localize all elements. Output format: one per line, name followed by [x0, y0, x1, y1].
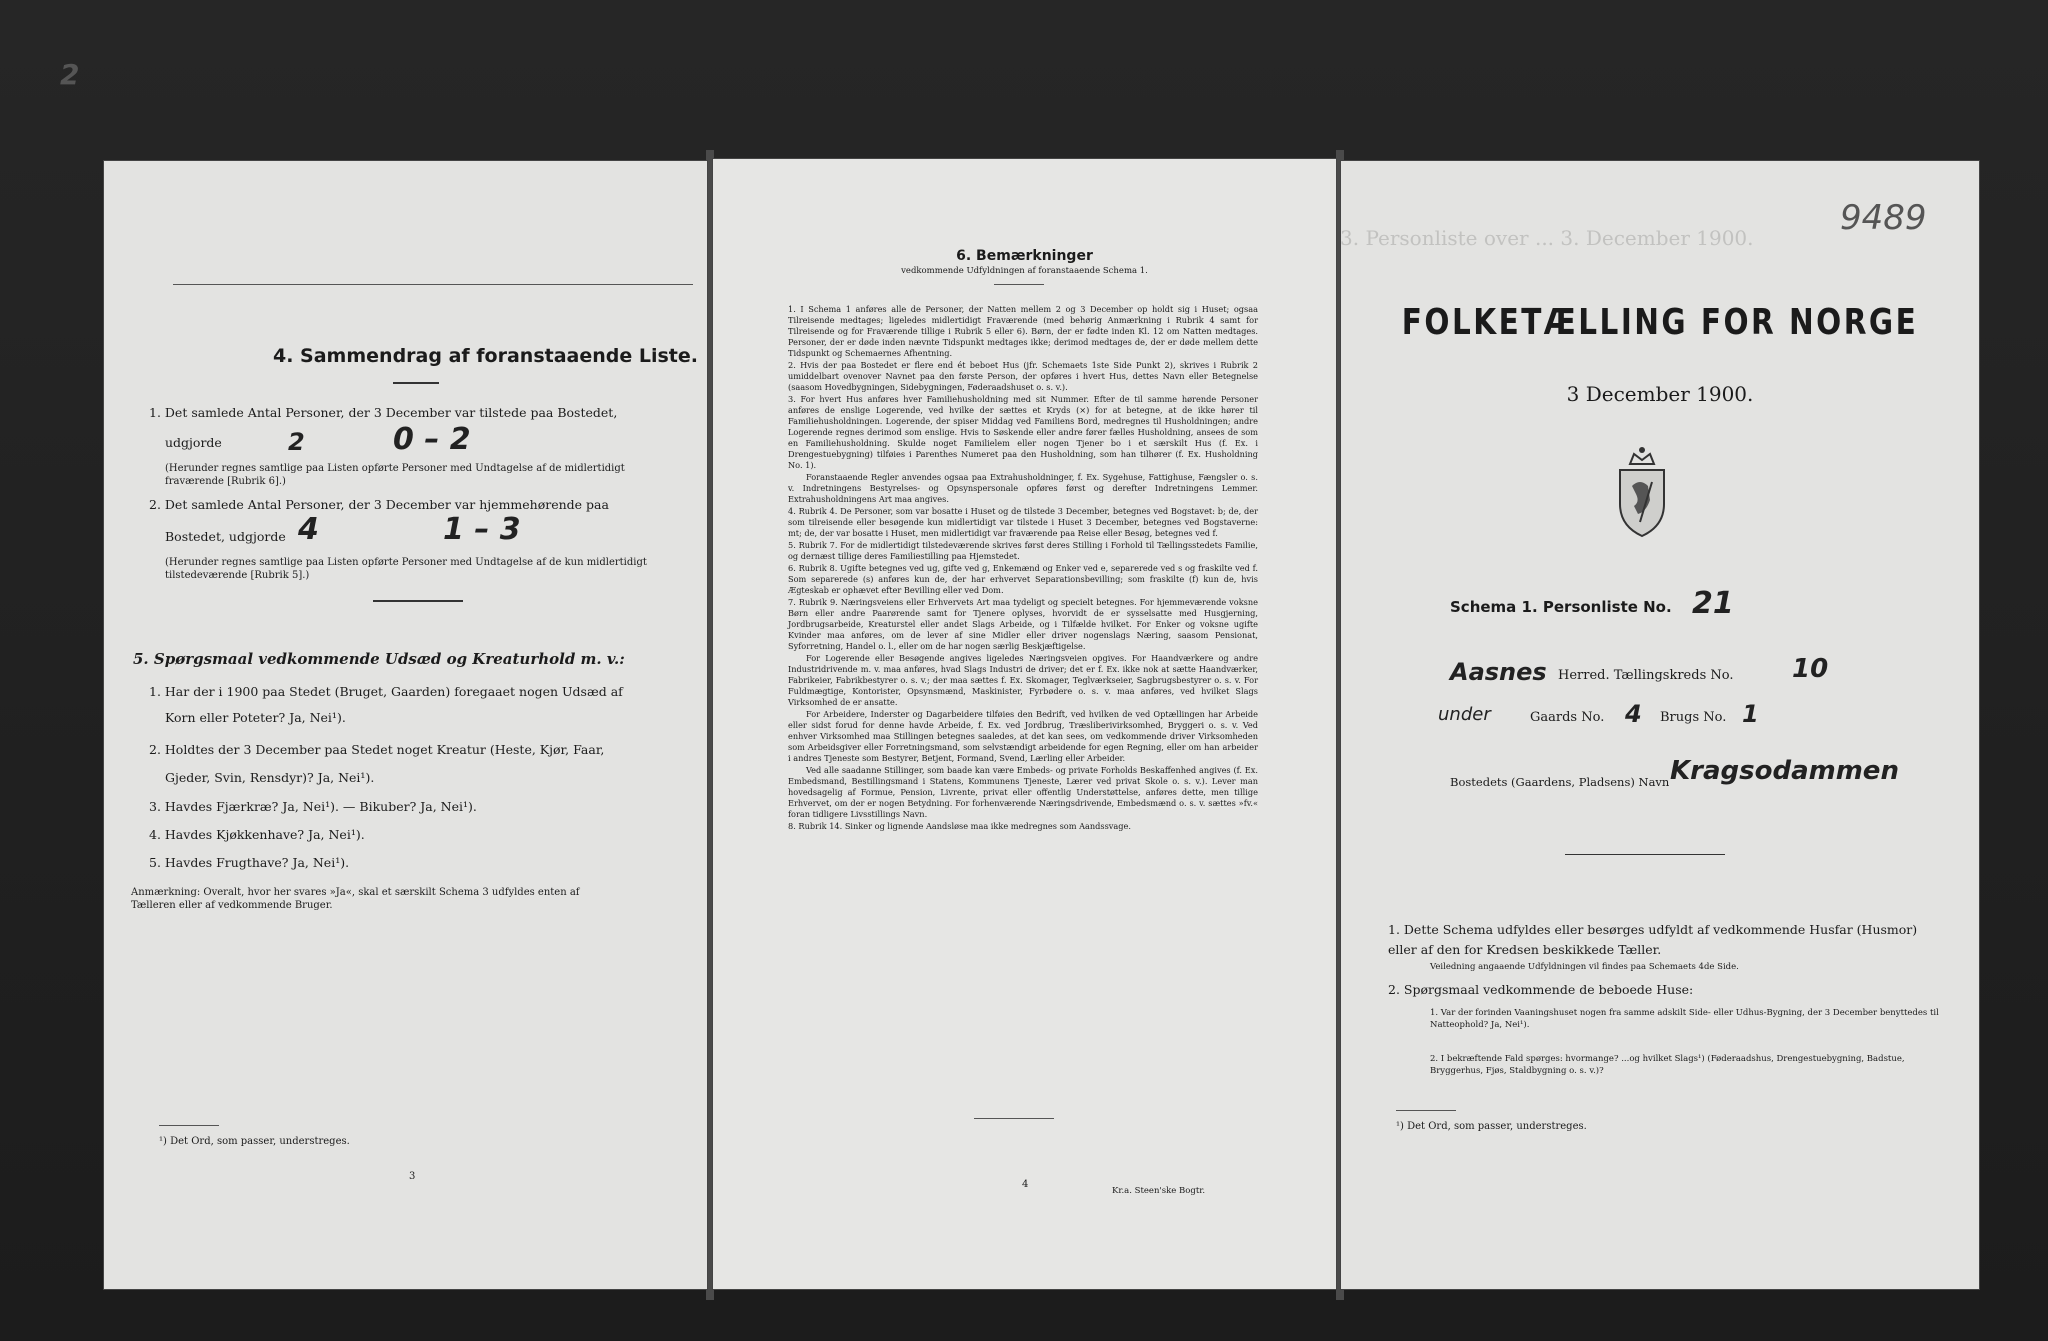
q1-line-b: udgjorde	[165, 435, 222, 450]
krets-number: 10	[1792, 654, 1829, 684]
footnote: ¹) Det Ord, som passer, understreges.	[1396, 1121, 1587, 1132]
page-left	[103, 160, 708, 1290]
top-rule	[173, 284, 693, 285]
gaard-number: 4	[1625, 700, 1642, 728]
remark-item: 3. For hvert Hus anføres hver Familiehusholdning med sit Nummer. Efter de til samme hørende Personer anføres de enslige Logerende, ved hvilke der sættes et Kryds (×) for at betegne, at de ikke hører til Familiehusholdningen. Logerende, der spiser Middag ved Familiens Bord, medregnes til Husholdningen; andre Logerende regnes derimod som enslige. Hvis to Søskende eller andre fører fælles Husholdning, ansees de som en Familiehusholdning. Skulde noget Familielem eller nogen Tjener bo i et særskilt Hus (f. Ex. i Drengestuebygning) tilføies i Parenthes Numeret paa den Husholdning, som han tilhører (f. Ex. Husholdning No. 1).	[788, 394, 1258, 470]
q2-handwriting-1: 4	[298, 512, 319, 547]
page-middle	[712, 158, 1337, 1290]
s5-q2-b: Gjeder, Svin, Rensdyr)? Ja, Nei¹).	[165, 770, 375, 785]
instruction-2-1: 1. Var der forinden Vaaningshuset nogen fra samme adskilt Side- eller Udhus-Bygning, der 3 December benyttedes til Natteophold? Ja, Nei¹).	[1430, 1008, 1939, 1030]
under-handwriting: under	[1438, 704, 1491, 725]
q1-handwriting-2: 0 – 2	[393, 422, 471, 457]
corner-mark: 2	[60, 58, 80, 91]
instruction-2: 2. Spørgsmaal vedkommende de beboede Huse:	[1388, 982, 1694, 997]
schema-label: Schema 1. Personliste No.	[1450, 598, 1672, 616]
instruction-1-note: Veiledning angaaende Udfyldningen vil findes paa Schemaets 4de Side.	[1430, 962, 1739, 972]
remark-item: For Logerende eller Besøgende angives ligeledes Næringsveien opgives. For Haandværkere og andre Industridrivende m. v. maa anføres, hvad Slags Industri de driver; det er f. Ex. ikke nok at sætte Haandværker, Fabrikeier, Fabrikbestyrer o. s. v.; der maa sættes f. Ex. Skomager, Teglværkseier, Sagbrugsbestyrer o. s. v. For Fuldmægtige, Kontorister, Opsynsmænd, Maskinister, Fyrbødere o. s. v. maa anføres, ved hvilket Slags Virksomhed de er ansatte.	[788, 653, 1258, 707]
remark-item: 7. Rubrik 9. Næringsveiens eller Erhvervets Art maa tydeligt og specielt betegnes. For hjemmeværende voksne Børn eller andre Paarørende samt for Tjenere oplyses, hvorvidt de er sysselsatte med Husgjerning, Jordbrugsarbeide, Kreaturstel eller andet Slags Arbeide, og i Tilfælde hvilket. For Enker og voksne ugifte Kvinder maa anføres, om de lever af sine Midler eller driver nogenslags Næring, saasom Pensionat, Syforretning, Handel o. l., eller om de har nogen særlig Beskjæftigelse.	[788, 597, 1258, 651]
remarks-subtitle: vedkommende Udfyldningen af foranstaaende Schema 1.	[901, 266, 1148, 276]
remarks-list	[788, 304, 1258, 833]
remark-item: 8. Rubrik 14. Sinker og lignende Aandsløse maa ikke medregnes som Aandssvage.	[788, 821, 1131, 831]
ornament-rule	[1565, 854, 1725, 855]
page-number: 3	[409, 1171, 416, 1182]
printer-mark: Kr.a. Steen'ske Bogtr.	[1112, 1186, 1206, 1196]
section-5-title: 5. Spørgsmaal vedkommende Udsæd og Kreaturhold m. v.:	[133, 650, 625, 668]
q2-note: (Herunder regnes samtlige paa Listen opførte Personer med Undtagelse af de kun midlertidigt tilstedeværende [Rubrik 5].)	[165, 557, 647, 581]
page-number: 4	[1022, 1179, 1029, 1190]
q1-handwriting-1: 2	[288, 428, 305, 456]
norway-coat-of-arms	[1610, 442, 1674, 546]
footnote-rule	[159, 1125, 219, 1126]
q2-handwriting-2: 1 – 3	[443, 512, 521, 547]
q2-line-a: 2. Det samlede Antal Personer, der 3 December var hjemmehørende paa	[149, 497, 609, 512]
remark-item: 1. I Schema 1 anføres alle de Personer, der Natten mellem 2 og 3 December op holdt sig i Huset; ogsaa Tilreisende medtages; ligeledes midlertidigt Fraværende (med behørig Anmærkning i Rubrik 4 samt for Tilreisende og for Fraværende tillige i Rubrik 5 eller 6). Børn, der er fødte inden Kl. 12 om Natten medtages. Personer, der er døde inden nævnte Tidspunkt medtages ikke; derimod medtages de, der er døde mellem dette Tidspunkt og Schemaernes Afhentning.	[788, 304, 1258, 358]
personliste-number: 21	[1692, 586, 1734, 621]
s5-q3: 3. Havdes Fjærkræ? Ja, Nei¹). — Bikuber? Ja, Nei¹).	[149, 799, 477, 814]
remark-item: 4. Rubrik 4. De Personer, som var bosatte i Huset og de tilstede 3 December, betegnes ved Bogstavet: b; de, der som tilreisende eller besøgende kun midlertidigt var tilstede i Huset 3 December, betegnes ved Bogstaverne: mt; de, der var bosatte i Huset, men midlertidigt var fraværende paa Reise eller Besøg, betegnes ved f.	[788, 506, 1258, 538]
section-4-title: 4. Sammendrag af foranstaaende Liste.	[273, 345, 698, 367]
s5-q1-a: 1. Har der i 1900 paa Stedet (Bruget, Gaarden) foregaaet nogen Udsæd af	[149, 684, 623, 699]
herred-label: Herred. Tællingskreds No.	[1558, 668, 1734, 683]
s5-q1-b: Korn eller Poteter? Ja, Nei¹).	[165, 710, 346, 725]
remarks-rule	[994, 284, 1044, 285]
census-title: FOLKETÆLLING FOR NORGE	[1401, 302, 1919, 343]
q1-note: (Herunder regnes samtlige paa Listen opførte Personer med Undtagelse af de midlertidigt fraværende [Rubrik 6].)	[165, 463, 625, 487]
s5-q2-a: 2. Holdtes der 3 December paa Stedet noget Kreatur (Heste, Kjør, Faar,	[149, 742, 605, 757]
annotation-note: Anmærkning: Overalt, hvor her svares »Ja«, skal et særskilt Schema 3 udfyldes enten af Tælleren eller af vedkommende Bruger.	[131, 887, 580, 911]
brugs-number: 1	[1742, 700, 1759, 728]
gaard-label: Gaards No.	[1530, 710, 1605, 725]
bosted-handwriting: Kragsodammen	[1670, 756, 1899, 786]
remark-item: Ved alle saadanne Stillinger, som baade kan være Embeds- og private Forholds Beskaffenhed angives (f. Ex. Embedsmand, Bestillingsmand i Statens, Kommunens Tjeneste, Lærer ved privat Skole o. s. v.). Lever man hovedsagelig af Formue, Pension, Livrente, privat eller offentlig Understøttelse, anføres dette, men tillige Erhvervet, om der er nogen Betydning. For forhenværende Næringsdrivende, Embedsmænd o. s. v. sættes »fv.« foran tidligere Livsstillings Navn.	[788, 765, 1258, 819]
herred-handwriting: Aasnes	[1450, 658, 1547, 686]
remark-item: 6. Rubrik 8. Ugifte betegnes ved ug, gifte ved g, Enkemænd og Enker ved e, separerede ved s og fraskilte ved f. Som separerede (s) anføres kun de, der har erhvervet Separationsbevilling; som fraskilte (f) kun de, hvis Ægteskab er ophævet efter Bevilling eller ved Dom.	[788, 563, 1258, 595]
bosted-label: Bostedets (Gaardens, Pladsens) Navn	[1450, 775, 1670, 789]
end-rule	[974, 1118, 1054, 1119]
archive-number: 9489	[1840, 198, 1927, 238]
divider	[393, 382, 439, 384]
brugs-label: Brugs No.	[1660, 710, 1727, 725]
remark-item: Foranstaaende Regler anvendes ogsaa paa Extrahusholdninger, f. Ex. Sygehuse, Fattighuse, Fængsler o. s. v. Indretningens Bestyrelses- og Opsynspersonale opføres først og derefter Indretningens Lemmer. Extrahusholdningens Art maa angives.	[788, 472, 1258, 504]
instruction-2-2: 2. I bekræftende Fald spørges: hvormange? ...og hvilket Slags¹) (Føderaadshus, Drengestuebygning, Badstue, Bryggerhus, Fjøs, Staldbygning o. s. v.)?	[1430, 1054, 1905, 1076]
page-right	[1340, 160, 1980, 1290]
faint-header: 3. Personliste over ... 3. December 1900.	[1340, 226, 1754, 250]
divider	[373, 600, 463, 602]
remarks-title: 6. Bemærkninger	[956, 248, 1093, 264]
remark-item: 5. Rubrik 7. For de midlertidigt tilstedeværende skrives først deres Stilling i Forhold til Tællingsstedets Familie, og dernæst tillige deres Familiestilling paa Hjemstedet.	[788, 540, 1258, 561]
footnote-rule	[1396, 1110, 1456, 1111]
footnote: ¹) Det Ord, som passer, understreges.	[159, 1136, 350, 1147]
s5-q5: 5. Havdes Frugthave? Ja, Nei¹).	[149, 855, 350, 870]
census-date: 3 December 1900.	[1566, 382, 1754, 406]
remark-item: 2. Hvis der paa Bostedet er flere end ét beboet Hus (jfr. Schemaets 1ste Side Punkt 2), skrives i Rubrik 2 umiddelbart ovenover Navnet paa den første Person, der opføres i hvert Hus, dettes Navn eller Betegnelse (saasom Hovedbygningen, Sidebygningen, Føderaadshuset o. s. v.).	[788, 360, 1258, 392]
remark-item: For Arbeidere, Inderster og Dagarbeidere tilføies den Bedrift, ved hvilken de ved Optællingen har Arbeide eller sidst forud for denne havde Arbeide, f. Ex. ved Jordbrug, Træsliberivirksomhed, Bryggeri o. s. v. Ved enhver Virksomhed maa Stillingen betegnes saaledes, at det kan sees, om vedkommende driver Virksomheden som Arbeidsgiver eller Forretningsmand, som selvstændigt arbeidende for egen Regning, eller om han arbeider i andres Tjeneste som Bestyrer, Betjent, Formand, Svend, Lærling eller Arbeider.	[788, 709, 1258, 763]
instruction-1: 1. Dette Schema udfyldes eller besørges udfyldt af vedkommende Husfar (Husmor) eller af den for Kredsen beskikkede Tæller.	[1388, 922, 1918, 957]
q1-line-a: 1. Det samlede Antal Personer, der 3 December var tilstede paa Bostedet,	[149, 405, 618, 420]
q2-line-b: Bostedet, udgjorde	[165, 529, 286, 544]
s5-q4: 4. Havdes Kjøkkenhave? Ja, Nei¹).	[149, 827, 365, 842]
